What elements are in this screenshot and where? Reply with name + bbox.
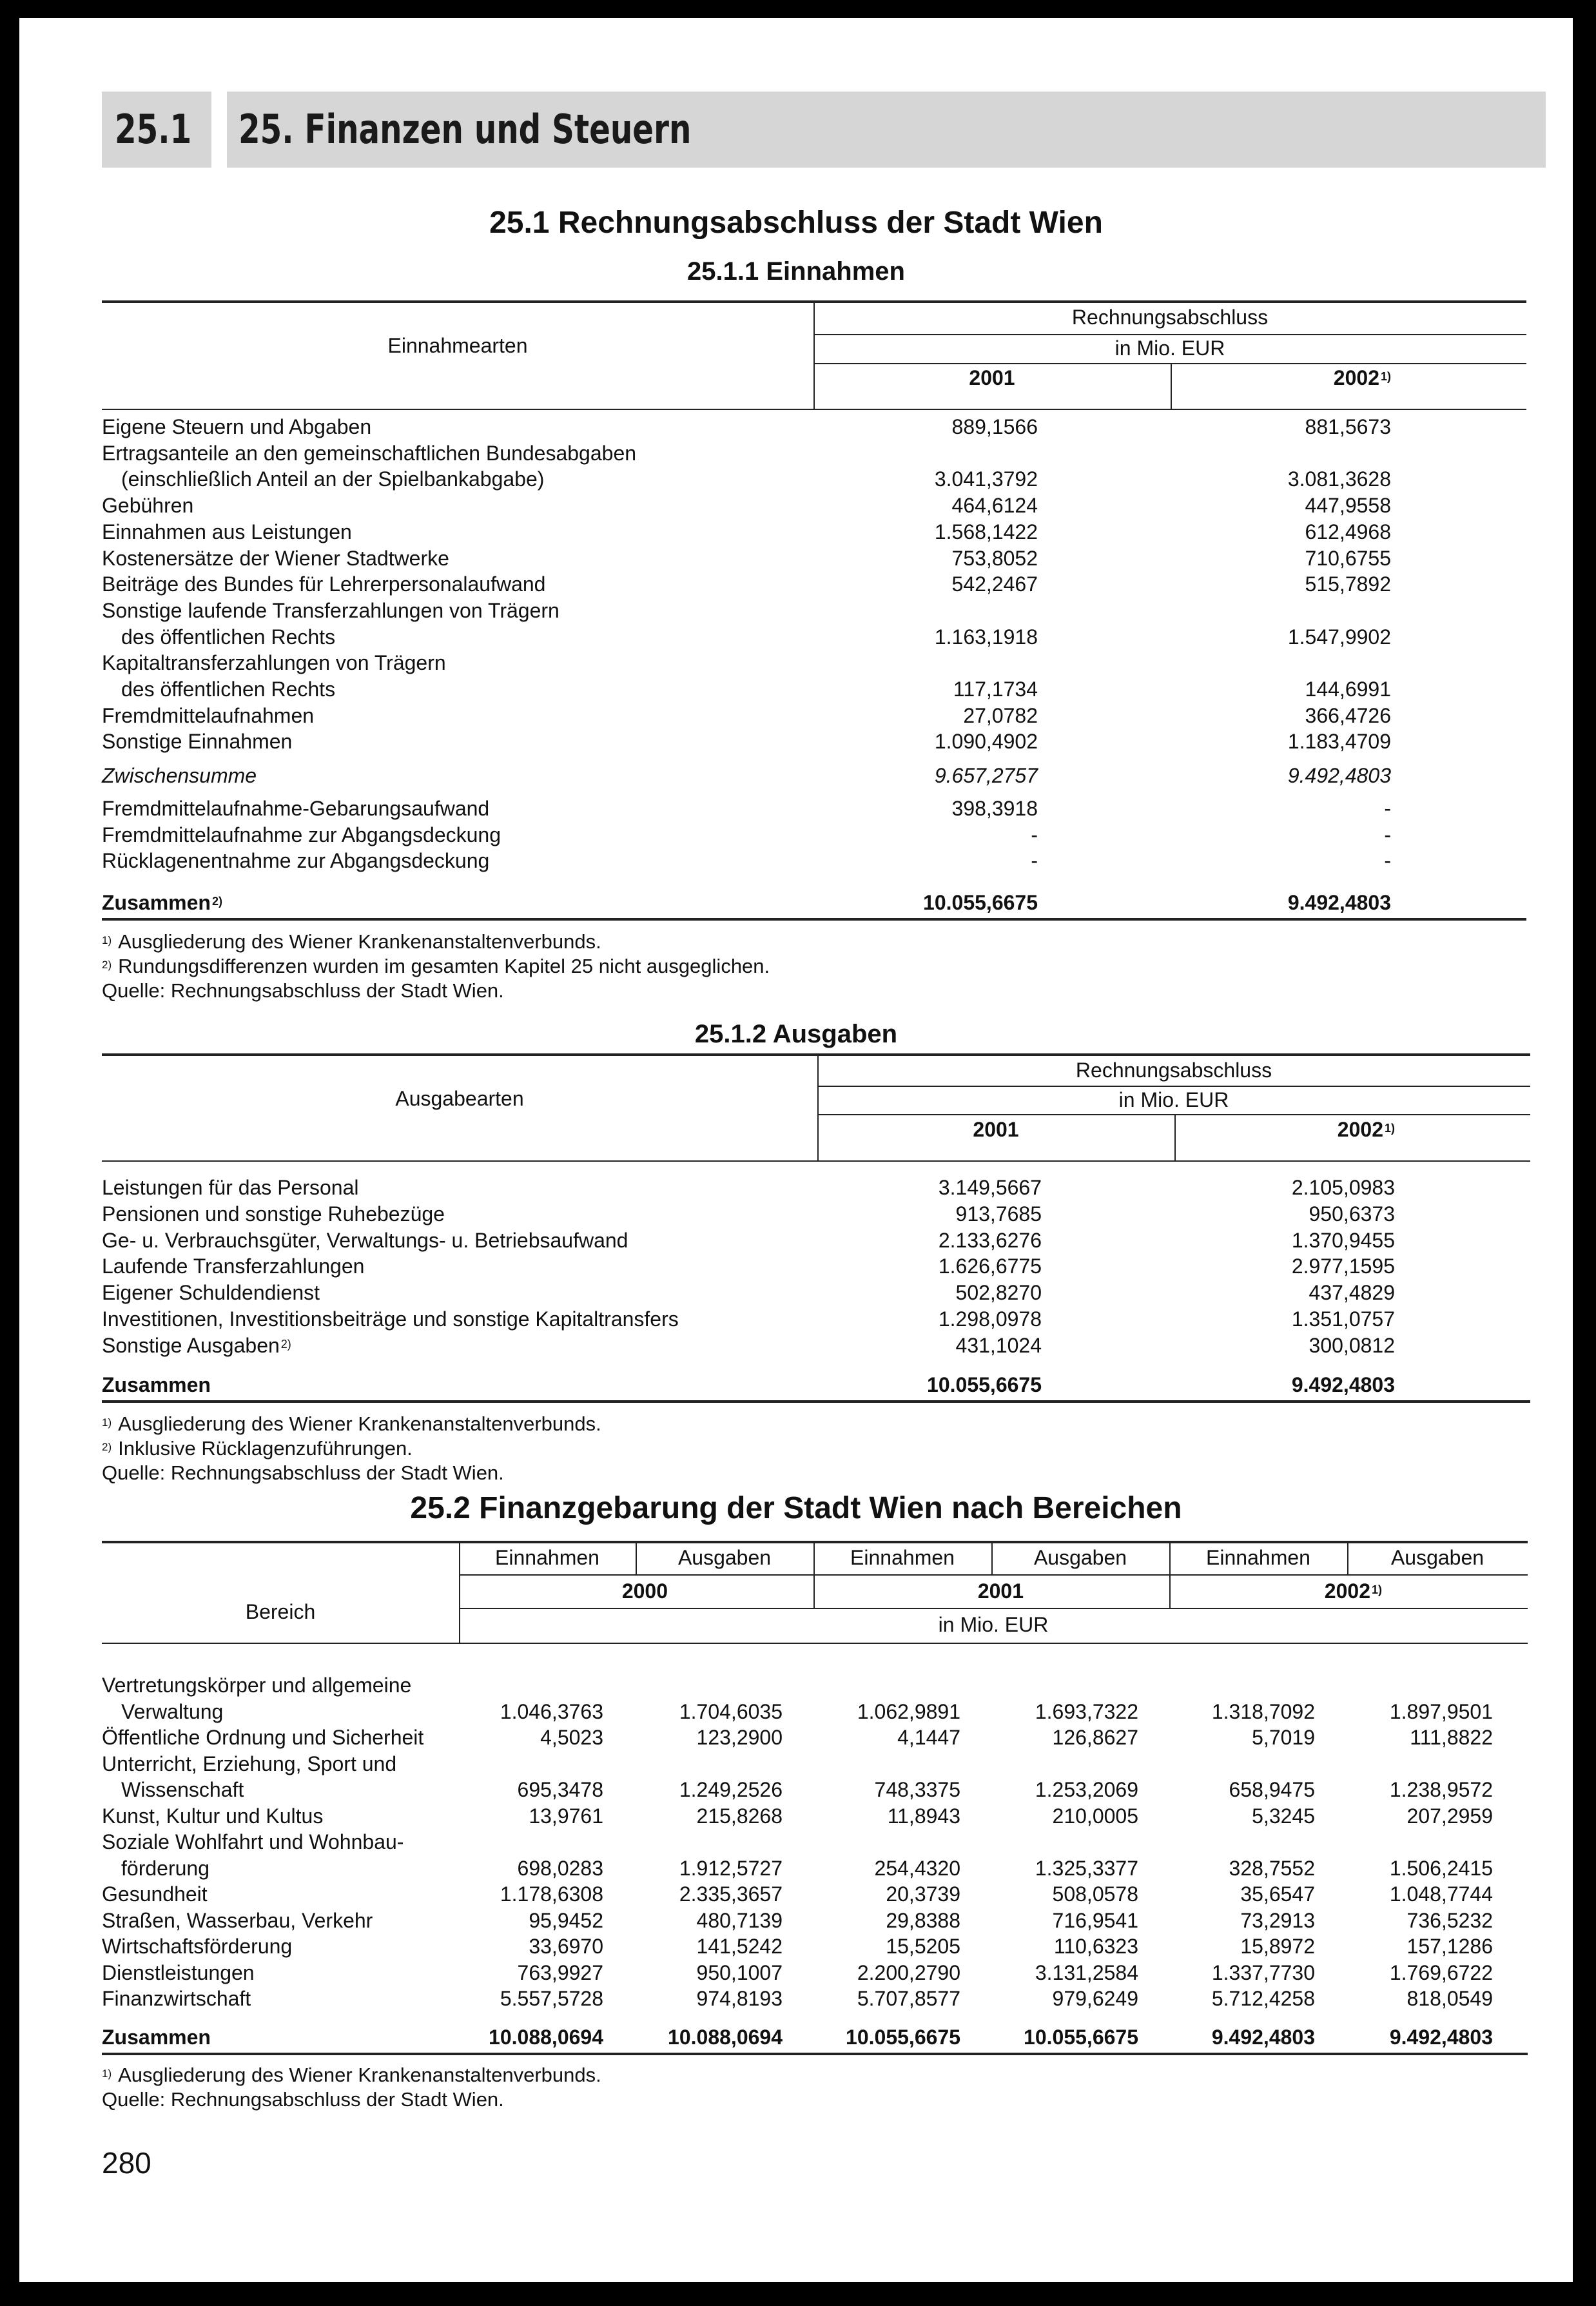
header-rule <box>813 363 1526 364</box>
cell-value: 1.253,2069 <box>1035 1778 1138 1801</box>
cell-value: 2.335,3657 <box>679 1882 783 1906</box>
header-vline <box>636 1543 637 1574</box>
cell-value: 1.238,9572 <box>1389 1778 1493 1801</box>
total-value: 9.492,4803 <box>1389 2026 1493 2049</box>
subtotal-label: Zwischensumme <box>102 764 257 788</box>
footnote: Quelle: Rechnungsabschluss der Stadt Wien. <box>102 2088 504 2111</box>
footnote-mark: 2) <box>102 959 112 971</box>
cell-2001: 889,1566 <box>951 415 1038 438</box>
cell-value: 1.506,2415 <box>1389 1856 1493 1880</box>
footnote-mark: 1) <box>102 934 112 946</box>
col-header-2002: 2002 $^{1)}$ <box>1337 1118 1395 1141</box>
header-vline <box>459 1543 460 1644</box>
cell-value: 1.769,6722 <box>1389 1960 1493 1984</box>
cell-2002: 950,6373 <box>1309 1202 1395 1226</box>
total-label: Zusammen $^{2)}$ <box>102 891 222 914</box>
cell-value: 1.249,2526 <box>679 1778 783 1801</box>
footnote: Quelle: Rechnungsabschluss der Stadt Wien. <box>102 979 504 1002</box>
cell-value: 763,9927 <box>517 1960 603 1984</box>
col-subheader: Einnahmen <box>495 1546 599 1569</box>
row-label: des öffentlichen Rechts <box>121 678 336 701</box>
table-title-einnahmen: 25.1.1 Einnahmen <box>687 257 905 286</box>
unit-header: in Mio. EUR <box>1118 1088 1229 1111</box>
cell-value: 20,3739 <box>886 1882 960 1906</box>
row-label: Dienstleistungen <box>102 1960 255 1984</box>
footnote: $^{2)}$ Rundungsdifferenzen wurden im gesamten Kapitel 25 nicht ausgeglichen. <box>102 955 770 977</box>
cell-value: 1.046,3763 <box>500 1699 603 1723</box>
footnote-mark: 1) <box>1380 370 1391 383</box>
row-label: Leistungen für das Personal <box>102 1176 359 1199</box>
header-bottom-rule <box>102 409 1526 410</box>
cell-2001: 1.163,1918 <box>934 625 1038 649</box>
col-year: 2002 $^{1)}$ <box>1324 1579 1382 1603</box>
row-label: Fremdmittelaufnahmen <box>102 703 315 727</box>
cell-2002: - <box>1384 796 1391 820</box>
cell-2002: 1.351,0757 <box>1291 1307 1395 1331</box>
footnote: Quelle: Rechnungsabschluss der Stadt Wien. <box>102 1461 504 1484</box>
unit-header: in Mio. EUR <box>1114 337 1225 360</box>
cell-2002: - <box>1384 823 1391 846</box>
cell-value: 5,7019 <box>1252 1726 1315 1749</box>
cell-2001: 117,1734 <box>953 678 1038 701</box>
col-subheader: Ausgaben <box>1390 1546 1484 1569</box>
cell-value: 29,8388 <box>886 1908 960 1932</box>
subtotal-2001: 9.657,2757 <box>934 764 1038 788</box>
cell-2002: 144,6991 <box>1305 678 1391 701</box>
col-header-2002: 2002 $^{1)}$ <box>1333 366 1391 389</box>
footnote-mark: 2) <box>280 1337 291 1351</box>
total-label: Zusammen <box>102 1373 211 1396</box>
col-year: 2001 <box>977 1579 1024 1603</box>
unit-header: in Mio. EUR <box>938 1613 1049 1636</box>
table-bottom-rule <box>102 918 1526 921</box>
row-label: Pensionen und sonstige Ruhebezüge <box>102 1202 445 1226</box>
cell-value: 210,0005 <box>1052 1804 1138 1828</box>
footnote: $^{1)}$ Ausgliederung des Wiener Krankenanstaltenverbunds. <box>102 1412 601 1435</box>
total-value: 10.088,0694 <box>668 2026 783 2049</box>
cell-2001: - <box>1031 823 1038 846</box>
row-label: Rücklagenentnahme zur Abgangsdeckung <box>102 849 490 873</box>
table-bottom-rule <box>102 1400 1530 1403</box>
cell-value: 1.897,9501 <box>1389 1699 1493 1723</box>
cell-2001: 753,8052 <box>951 546 1038 570</box>
row-header: Einnahmearten <box>387 334 528 357</box>
row-label: Fremdmittelaufnahme zur Abgangsdeckung <box>102 823 501 846</box>
cell-value: 110,6323 <box>1053 1935 1138 1958</box>
row-label: Eigener Schuldendienst <box>102 1281 320 1305</box>
row-label: Einnahmen aus Leistungen <box>102 520 352 543</box>
cell-2001: 398,3918 <box>951 796 1038 820</box>
footnote: $^{1)}$ Ausgliederung des Wiener Krankenanstaltenverbunds. <box>102 2064 601 2086</box>
cell-value: 3.131,2584 <box>1035 1960 1138 1984</box>
cell-value: 1.704,6035 <box>679 1699 783 1723</box>
header-rule <box>459 1574 1528 1576</box>
row-label: Kapitaltransferzahlungen von Trägern <box>102 651 446 675</box>
cell-value: 974,8193 <box>696 1987 783 2010</box>
cell-value: 33,6970 <box>529 1935 603 1958</box>
header-vline <box>813 303 815 410</box>
cell-value: 716,9541 <box>1052 1908 1138 1932</box>
row-label: förderung <box>121 1856 209 1880</box>
cell-2002: - <box>1384 849 1391 873</box>
cell-2002: 366,4726 <box>1305 703 1391 727</box>
section-title-finanzgebarung: 25.2 Finanzgebarung der Stadt Wien nach Bereichen <box>410 1491 1182 1525</box>
subtotal-2002: 9.492,4803 <box>1287 764 1391 788</box>
header-vline <box>1347 1543 1348 1574</box>
table-bottom-rule <box>102 2053 1528 2055</box>
row-label: Straßen, Wasserbau, Verkehr <box>102 1908 373 1932</box>
row-label: Finanzwirtschaft <box>102 1987 251 2010</box>
cell-value: 5.707,8577 <box>857 1987 960 2010</box>
cell-value: 157,1286 <box>1406 1935 1493 1958</box>
chapter-title: 25. Finanzen und Steuern <box>238 106 692 153</box>
row-label: Gebühren <box>102 494 194 518</box>
col-header-2001: 2001 <box>973 1118 1019 1141</box>
row-label: Unterricht, Erziehung, Sport und <box>102 1752 397 1775</box>
page <box>19 18 1573 2282</box>
row-header: Ausgabearten <box>395 1087 524 1110</box>
cell-2001: 2.133,6276 <box>938 1228 1042 1252</box>
row-label: Sonstige laufende Transferzahlungen von Trägern <box>102 598 560 622</box>
cell-value: 736,5232 <box>1406 1908 1493 1932</box>
total-2001: 10.055,6675 <box>927 1373 1042 1396</box>
cell-value: 123,2900 <box>696 1726 783 1749</box>
row-label: Investitionen, Investitionsbeiträge und sonstige Kapitaltransfers <box>102 1307 679 1331</box>
cell-value: 328,7552 <box>1229 1856 1315 1880</box>
cell-2001: 1.090,4902 <box>934 730 1038 754</box>
row-label: Soziale Wohlfahrt und Wohnbau- <box>102 1830 404 1853</box>
cell-value: 11,8943 <box>887 1804 960 1828</box>
cell-2001: 3.149,5667 <box>938 1176 1042 1199</box>
cell-value: 508,0578 <box>1052 1882 1138 1906</box>
total-value: 10.055,6675 <box>1024 2026 1138 2049</box>
cell-value: 695,3478 <box>517 1778 603 1801</box>
cell-value: 480,7139 <box>696 1908 783 1932</box>
row-label: Wirtschaftsförderung <box>102 1935 293 1958</box>
row-label: Ertragsanteile an den gemeinschaftlichen Bundesabgaben <box>102 441 637 465</box>
cell-value: 126,8627 <box>1052 1726 1138 1749</box>
cell-value: 207,2959 <box>1406 1804 1493 1828</box>
row-label: Gesundheit <box>102 1882 208 1906</box>
cell-2001: 431,1024 <box>955 1333 1042 1357</box>
cell-2002: 612,4968 <box>1305 520 1391 543</box>
row-label: Öffentliche Ordnung und Sicherheit <box>102 1726 424 1749</box>
cell-2002: 1.547,9902 <box>1287 625 1391 649</box>
cell-value: 95,9452 <box>529 1908 603 1932</box>
cell-2002: 1.183,4709 <box>1287 730 1391 754</box>
cell-2001: 3.041,3792 <box>934 467 1038 491</box>
header-vline <box>1171 363 1172 410</box>
cell-value: 4,1447 <box>897 1726 960 1749</box>
footnote-mark: 1) <box>1384 1122 1395 1135</box>
cell-2002: 2.105,0983 <box>1291 1176 1395 1199</box>
header-vline <box>1174 1114 1176 1162</box>
cell-2001: 913,7685 <box>955 1202 1042 1226</box>
table-title-ausgaben: 25.1.2 Ausgaben <box>694 1020 898 1048</box>
row-label: Kostenersätze der Wiener Stadtwerke <box>102 546 449 570</box>
row-label: Beiträge des Bundes für Lehrerpersonalaufwand <box>102 572 546 596</box>
cell-value: 818,0549 <box>1406 1987 1493 2010</box>
row-header: Bereich <box>245 1600 316 1623</box>
cell-value: 658,9475 <box>1229 1778 1315 1801</box>
cell-value: 1.048,7744 <box>1389 1882 1493 1906</box>
group-header: Rechnungsabschluss <box>1071 306 1269 329</box>
table-top-rule <box>102 1541 1528 1543</box>
cell-2002: 881,5673 <box>1305 415 1391 438</box>
cell-value: 15,8972 <box>1240 1935 1315 1958</box>
footnote: $^{2)}$ Inklusive Rücklagenzuführungen. <box>102 1437 413 1460</box>
col-header-2001: 2001 <box>969 366 1015 389</box>
cell-value: 111,8822 <box>1410 1726 1493 1749</box>
cell-2002: 447,9558 <box>1305 494 1391 518</box>
row-label: Fremdmittelaufnahme-Gebarungsaufwand <box>102 796 490 820</box>
cell-2002: 710,6755 <box>1305 546 1391 570</box>
footnote: $^{1)}$ Ausgliederung des Wiener Krankenanstaltenverbunds. <box>102 930 601 953</box>
footnote-mark: 2) <box>211 895 222 908</box>
row-label: Eigene Steuern und Abgaben <box>102 415 372 438</box>
footnote-mark: 2) <box>102 1441 112 1453</box>
cell-value: 1.325,3377 <box>1035 1856 1138 1880</box>
chapter-number: 25.1 <box>115 106 192 153</box>
cell-value: 698,0283 <box>517 1856 603 1880</box>
col-subheader: Einnahmen <box>1206 1546 1310 1569</box>
row-label: Sonstige Ausgaben $^{2)}$ <box>102 1333 291 1357</box>
total-label: Zusammen <box>102 2026 211 2049</box>
page-number: 280 <box>102 2146 151 2180</box>
cell-value: 35,6547 <box>1240 1882 1315 1906</box>
cell-value: 748,3375 <box>874 1778 960 1801</box>
footnote-mark: 1) <box>102 1416 112 1429</box>
cell-value: 1.337,7730 <box>1211 1960 1315 1984</box>
cell-value: 5.712,4258 <box>1211 1987 1315 2010</box>
cell-value: 1.062,9891 <box>857 1699 960 1723</box>
cell-2001: 1.298,0978 <box>938 1307 1042 1331</box>
cell-2002: 2.977,1595 <box>1291 1255 1395 1278</box>
cell-value: 1.178,6308 <box>500 1882 603 1906</box>
cell-value: 1.693,7322 <box>1035 1699 1138 1723</box>
cell-2001: - <box>1031 849 1038 873</box>
row-label: Vertretungskörper und allgemeine <box>102 1674 412 1697</box>
cell-value: 4,5023 <box>540 1726 603 1749</box>
cell-2001: 464,6124 <box>951 494 1038 518</box>
row-label: Wissenschaft <box>121 1778 244 1801</box>
cell-2001: 542,2467 <box>951 572 1038 596</box>
cell-2002: 300,0812 <box>1309 1333 1395 1357</box>
cell-2001: 1.626,6775 <box>938 1255 1042 1278</box>
cell-value: 1.912,5727 <box>679 1856 783 1880</box>
cell-2002: 437,4829 <box>1309 1281 1395 1305</box>
footnote-mark: 1) <box>102 2067 112 2080</box>
col-subheader: Ausgaben <box>1033 1546 1127 1569</box>
total-value: 9.492,4803 <box>1211 2026 1315 2049</box>
cell-2001: 27,0782 <box>963 703 1038 727</box>
group-header: Rechnungsabschluss <box>1075 1059 1272 1082</box>
row-label: (einschließlich Anteil an der Spielbankabgabe) <box>121 467 545 491</box>
col-subheader: Ausgaben <box>677 1546 772 1569</box>
cell-value: 5.557,5728 <box>500 1987 603 2010</box>
cell-value: 73,2913 <box>1240 1908 1315 1932</box>
cell-value: 215,8268 <box>696 1804 783 1828</box>
total-value: 10.088,0694 <box>489 2026 603 2049</box>
col-subheader: Einnahmen <box>850 1546 955 1569</box>
total-2002: 9.492,4803 <box>1291 1373 1395 1396</box>
cell-value: 2.200,2790 <box>857 1960 960 1984</box>
row-label: Laufende Transferzahlungen <box>102 1255 365 1278</box>
col-year: 2000 <box>621 1579 668 1603</box>
row-label: Sonstige Einnahmen <box>102 730 293 754</box>
header-vline <box>1169 1543 1171 1609</box>
header-vline <box>991 1543 993 1574</box>
total-2001: 10.055,6675 <box>923 891 1038 914</box>
cell-value: 254,4320 <box>874 1856 960 1880</box>
cell-2002: 515,7892 <box>1305 572 1391 596</box>
cell-value: 15,5205 <box>886 1935 960 1958</box>
cell-2001: 1.568,1422 <box>934 520 1038 543</box>
row-label: Ge- u. Verbrauchsgüter, Verwaltungs- u. Betriebsaufwand <box>102 1228 628 1252</box>
row-label: Kunst, Kultur und Kultus <box>102 1804 324 1828</box>
total-2002: 9.492,4803 <box>1287 891 1391 914</box>
header-rule <box>817 1114 1530 1115</box>
cell-value: 979,6249 <box>1052 1987 1138 2010</box>
cell-2002: 1.370,9455 <box>1291 1228 1395 1252</box>
header-bottom-rule <box>102 1643 1528 1644</box>
cell-value: 1.318,7092 <box>1211 1699 1315 1723</box>
row-label: des öffentlichen Rechts <box>121 625 336 649</box>
row-label: Verwaltung <box>121 1699 224 1723</box>
cell-value: 141,5242 <box>696 1935 783 1958</box>
cell-2002: 3.081,3628 <box>1287 467 1391 491</box>
total-value: 10.055,6675 <box>846 2026 960 2049</box>
footnote-mark: 1) <box>1371 1583 1382 1596</box>
section-title: 25.1 Rechnungsabschluss der Stadt Wien <box>489 206 1103 240</box>
header-rule <box>459 1608 1528 1609</box>
header-bottom-rule <box>102 1160 1530 1162</box>
cell-2001: 502,8270 <box>955 1281 1042 1305</box>
cell-value: 13,9761 <box>529 1804 603 1828</box>
table-top-rule <box>102 1053 1530 1056</box>
header-vline <box>817 1056 819 1162</box>
header-vline <box>813 1543 815 1609</box>
cell-value: 950,1007 <box>696 1960 783 1984</box>
cell-value: 5,3245 <box>1252 1804 1315 1828</box>
